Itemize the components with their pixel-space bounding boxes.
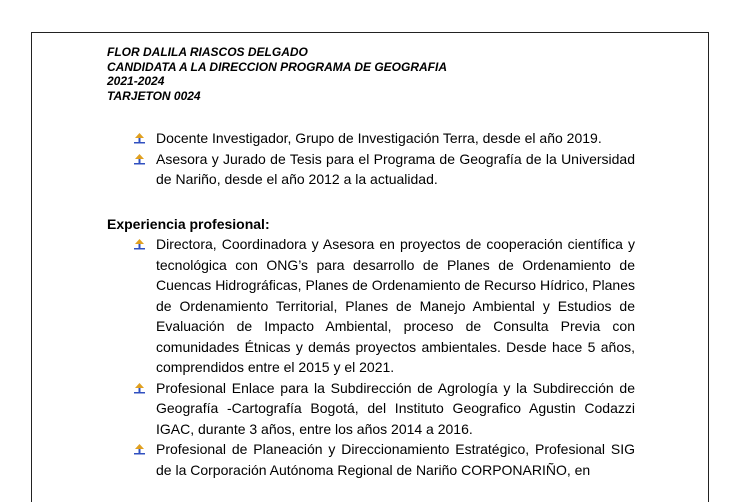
period: 2021-2024 [107,74,165,88]
candidate-name: FLOR DALILA RIASCOS DELGADO [107,45,308,59]
list-item-text: Directora, Coordinadora y Asesora en proyectos de cooperación científica y tecnológica con ONG’s para desarrollo de Planes de Ordenamiento de Cuencas Hidrográficas, Planes de Ordenamiento de Recurso Hídrico, Planes de Ordenamiento Territorial, Planes de Manejo Ambiental y Estudios de Evaluación de Impacto Ambiental, proceso de Consulta Previa con comunidades Étnicas y demás proyectos ambientales. Desde hace 5 años, comprendidos entre el 2015 y el 2021. [156,236,635,375]
list-item-text: Profesional de Planeación y Direccionamiento Estratégico, Profesional SIG de la Corporación Autónoma Regional de Nariño CORPONARIÑO, en [156,441,635,478]
arrow-bullet-icon [133,238,146,250]
arrow-bullet-icon [133,382,146,394]
experience-list [133,234,635,480]
ballot-number: TARJETON 0024 [107,88,201,103]
document-header [107,45,447,103]
academic-list [133,128,635,190]
candidacy-title: CANDIDATA A LA DIRECCION PROGRAMA DE GEOGRAFIA [107,59,447,74]
list-item [133,234,635,378]
list-item-text: Asesora y Jurado de Tesis para el Programa de Geografía de la Universidad de Nariño, desde el año 2012 a la actualidad. [156,150,635,187]
list-item [133,128,635,149]
arrow-bullet-icon [133,132,146,144]
section-heading: Experiencia profesional: [107,216,270,232]
list-item-text: Docente Investigador, Grupo de Investigación Terra, desde el año 2019. [156,130,602,146]
arrow-bullet-icon [133,443,146,455]
list-item [133,378,635,440]
list-item [133,149,635,190]
arrow-bullet-icon [133,153,146,165]
list-item-text: Profesional Enlace para la Subdirección de Agrología y la Subdirección de Geografía -Cartografía Bogotá, del Instituto Geografico Agustin Codazzi IGAC, durante 3 años, entre los años 2014 a 2016. [156,379,635,437]
list-item [133,439,635,480]
